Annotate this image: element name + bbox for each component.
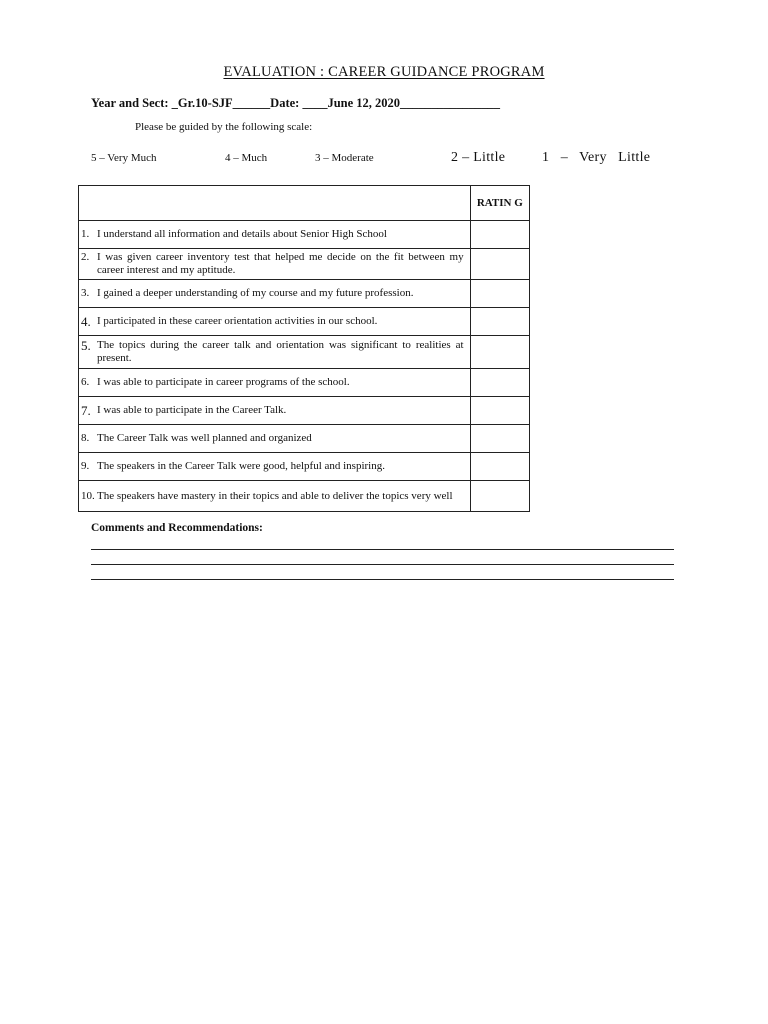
scale-item-3: 3 – Moderate [315,152,374,164]
rating-input-cell[interactable] [470,397,529,425]
rating-input-cell[interactable] [470,221,529,249]
statement-cell [79,481,471,512]
item-number: 2. [81,251,90,263]
rating-input-cell[interactable] [470,369,529,397]
statement-cell [79,280,471,308]
table-row [79,280,530,308]
scale-instructions: Please be guided by the following scale: [135,121,313,133]
table-row [79,249,530,280]
scale-item-2: 2 – Little [451,150,506,165]
comment-line[interactable] [91,549,674,550]
item-text: I was able to participate in the Career Talk. [97,404,287,416]
rating-input-cell[interactable] [470,425,529,453]
item-number: 3. [81,287,90,299]
statement-cell [79,397,471,425]
table-row [79,221,530,249]
item-text: The topics during the career talk and orientation was significant to realities at present. [97,339,464,364]
rating-input-cell[interactable] [470,336,529,369]
table-row [79,453,530,481]
statement-header [79,186,471,221]
evaluation-table [78,185,530,512]
year-section-date-line: Year and Sect: _Gr.10-SJF______Date: ____June 12, 2020________________ [91,96,501,110]
item-number: 5. [81,338,91,353]
comment-line[interactable] [91,564,674,565]
statement-cell [79,369,471,397]
comments-label: Comments and Recommendations: [91,522,263,534]
item-text: The speakers in the Career Talk were good, helpful and inspiring. [97,460,385,472]
scale-item-1: 1 – Very Little [542,150,651,165]
statement-cell [79,336,471,369]
item-number: 8. [81,432,90,444]
table-row [79,481,530,512]
table-row [79,425,530,453]
comment-line[interactable] [91,579,674,580]
rating-input-cell[interactable] [470,280,529,308]
item-text: I was given career inventory test that helped me decide on the fit between my career interest and my aptitude. [97,251,464,276]
rating-header: RATIN G [470,186,529,221]
document-title: EVALUATION : CAREER GUIDANCE PROGRAM [223,64,545,80]
item-number: 7. [81,403,91,418]
statement-cell [79,221,471,249]
item-text: The speakers have mastery in their topics and able to deliver the topics very well [97,489,453,502]
table-header-row [79,186,530,221]
statement-cell [79,425,471,453]
statement-cell [79,249,471,280]
item-text: I participated in these career orientation activities in our school. [97,315,378,327]
table-row [79,336,530,369]
scale-item-5: 5 – Very Much [91,152,157,164]
table-row [79,369,530,397]
rating-input-cell[interactable] [470,481,529,512]
item-text: I was able to participate in career programs of the school. [97,376,350,388]
statement-cell [79,308,471,336]
rating-input-cell[interactable] [470,453,529,481]
item-text: I gained a deeper understanding of my course and my future profession. [97,287,414,299]
table-row [79,308,530,336]
item-number: 9. [81,460,90,472]
scale-item-4: 4 – Much [225,152,268,164]
rating-input-cell[interactable] [470,308,529,336]
item-number: 1. [81,228,90,240]
statement-cell [79,453,471,481]
item-text: The Career Talk was well planned and organized [97,432,312,444]
item-text: I understand all information and details about Senior High School [97,228,387,240]
item-number: 4. [81,314,91,329]
table-row [79,397,530,425]
item-number: 10. [81,489,95,502]
rating-input-cell[interactable] [470,249,529,280]
item-number: 6. [81,376,90,388]
